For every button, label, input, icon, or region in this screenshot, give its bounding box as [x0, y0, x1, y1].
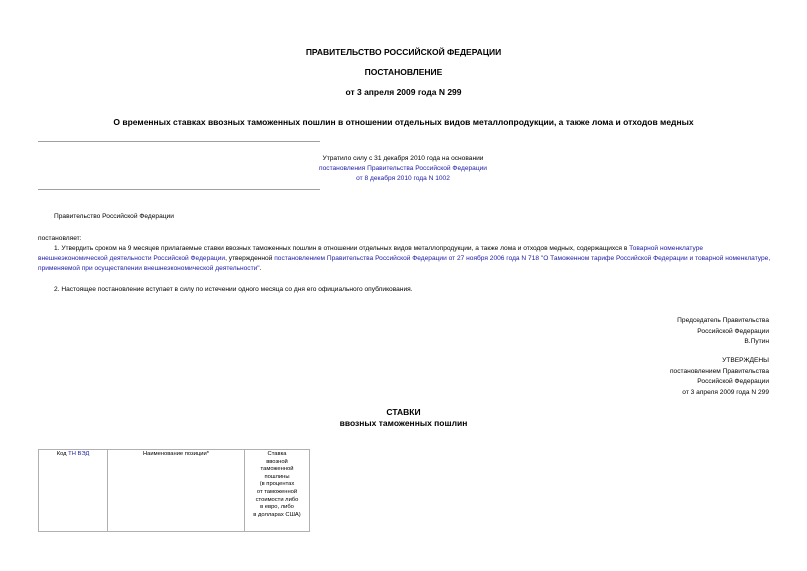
- code-label: Код: [56, 451, 69, 457]
- approval-date: от 3 апреля 2009 года N 299: [682, 388, 769, 396]
- tnved-header-link[interactable]: ТН ВЭД: [68, 451, 90, 457]
- approval-heading: УТВЕРЖДЕНЫ: [722, 357, 769, 364]
- top-divider: [38, 141, 320, 142]
- rates-table: [38, 449, 310, 532]
- table-header-name: Наименование позиции*: [108, 450, 245, 532]
- rate-header-line: стоимости либо: [255, 496, 299, 503]
- repeal-decree-link[interactable]: постановления Правительства Российской Федерации: [319, 165, 487, 172]
- rate-header-line: от таможенной: [256, 488, 298, 495]
- status-note: [200, 154, 606, 184]
- document-date-number: от 3 апреля 2009 года N 299: [345, 87, 462, 97]
- signature-block: [569, 316, 769, 348]
- decree-item-1: [38, 244, 773, 274]
- rates-title: СТАВКИ: [386, 407, 421, 417]
- signature-position: Председатель Правительства: [677, 317, 769, 324]
- document-title: О временных ставках ввозных таможенных пошлин в отношении отдельных видов металлопродукции, а также лома и отходов медных: [113, 117, 694, 127]
- rate-header-line: Ставка: [267, 451, 287, 457]
- tnved-link[interactable]: Товарной номенклатуре внешнеэкономической деятельности Российской Федерации: [38, 245, 704, 262]
- signature-name: В.Путин: [744, 338, 769, 345]
- document-type: ПОСТАНОВЛЕНИЕ: [364, 67, 443, 77]
- intro-text: Правительство Российской Федерации: [54, 213, 174, 220]
- rate-header-line: ввозной: [266, 458, 288, 465]
- approval-country: Российской Федерации: [697, 378, 769, 385]
- decree-718-link[interactable]: постановлением Правительства Российской Федерации от 27 ноября 2006 года N 718 "О Таможенном тарифе Российской Федерации и товарной номенклатуре, применяемой при осуществлении внешнеэкономической деятельности": [38, 255, 771, 272]
- table-header-code: [39, 450, 108, 532]
- item1-text-2: , утвержденной: [225, 255, 275, 262]
- repeal-decree-date-link[interactable]: от 8 декабря 2010 года N 1002: [356, 175, 450, 182]
- decrees-text: постановляет:: [38, 235, 82, 242]
- rates-subtitle: ввозных таможенных пошлин: [339, 418, 468, 428]
- rate-header-line: в долларах США): [253, 511, 301, 518]
- signature-country: Российской Федерации: [697, 327, 769, 335]
- government-heading: ПРАВИТЕЛЬСТВО РОССИЙСКОЙ ФЕДЕРАЦИИ: [305, 47, 502, 57]
- rate-header-line: таможенной: [260, 466, 294, 473]
- table-header-rate: [245, 450, 310, 532]
- item1-text: 1. Утвердить сроком на 9 месяцев прилагаемые ставки ввозных таможенных пошлин в отношении отдельных видов металлопродукции, а также лома и отходов медных, содержащихся в: [54, 245, 630, 252]
- decree-item-2: 2. Настоящее постановление вступает в силу по истечении одного месяца со дня его официального опубликования.: [54, 286, 413, 293]
- item1-end: .: [259, 265, 262, 272]
- rate-header-line: (в процентах: [259, 481, 295, 488]
- bottom-divider: [38, 189, 320, 190]
- rate-header-line: пошлины: [264, 473, 290, 480]
- status-note-text: Утратило силу с 31 декабря 2010 года на основании: [322, 155, 484, 162]
- table-header-row: [39, 450, 310, 532]
- approval-block: [569, 356, 769, 398]
- approval-by: постановлением Правительства: [669, 367, 769, 375]
- rate-header-line: в евро, либо: [260, 504, 294, 511]
